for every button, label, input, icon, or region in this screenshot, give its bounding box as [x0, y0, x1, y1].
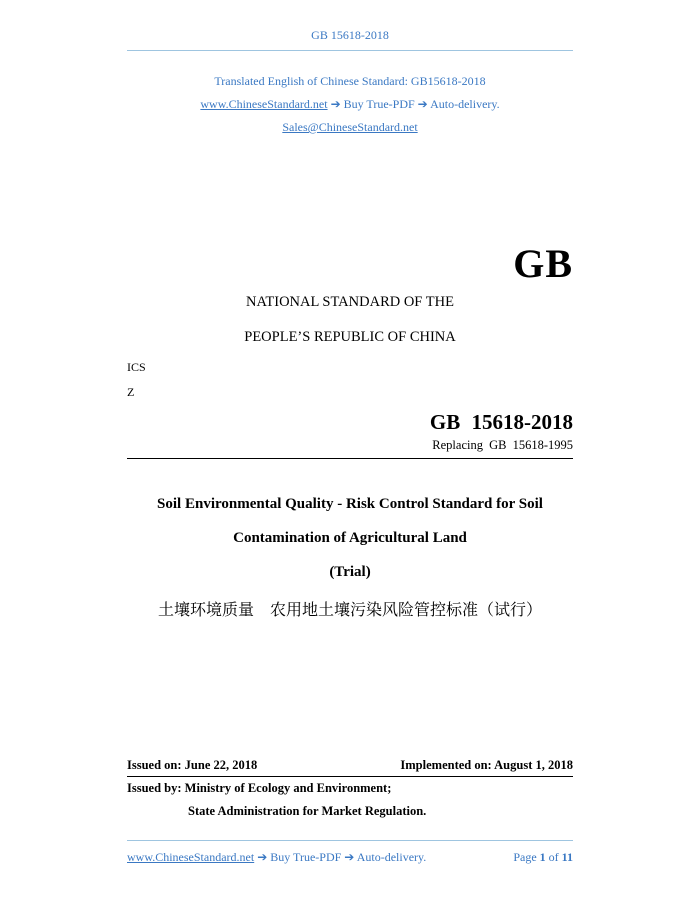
- page-number: 1: [539, 850, 546, 864]
- title-line-1: Soil Environmental Quality - Risk Control Standard for Soil: [157, 496, 543, 512]
- issued-by: Issued by: Ministry of Ecology and Environment;: [127, 781, 392, 795]
- page-label: Page: [513, 850, 537, 864]
- arrow-right-icon: ➔: [257, 850, 268, 864]
- sales-email-link[interactable]: Sales@ChineseStandard.net: [282, 120, 418, 134]
- z-label: Z: [127, 385, 135, 399]
- standard-number: GB 15618-2018: [429, 410, 573, 434]
- chinese-title: 土壤环境质量 农用地土壤污染风险管控标准（试行）: [157, 600, 542, 619]
- site-link[interactable]: www.ChineseStandard.net: [200, 97, 328, 111]
- ics-label: ICS: [127, 360, 146, 374]
- page-total: 11: [561, 850, 573, 864]
- arrow-right-icon: ➔: [344, 850, 355, 864]
- email-row: [0, 120, 700, 135]
- footer-site-link[interactable]: www.ChineseStandard.net: [127, 850, 255, 864]
- footer-divider: [127, 840, 573, 841]
- promo-line: Translated English of Chinese Standard: GB15618-2018: [214, 74, 486, 88]
- arrow-right-icon: ➔: [417, 97, 428, 111]
- footer-delivery-text: Auto-delivery.: [356, 850, 427, 864]
- arrow-right-icon: ➔: [330, 97, 341, 111]
- implemented-on: Implemented on: August 1, 2018: [400, 758, 573, 772]
- of-label: of: [548, 850, 559, 864]
- issued-by-second: State Administration for Market Regulation.: [188, 804, 427, 818]
- replacing-note: Replacing GB 15618-1995: [432, 438, 573, 452]
- footer-buy-text: Buy True-PDF: [270, 850, 342, 864]
- issued-on: Issued on: June 22, 2018: [127, 758, 258, 772]
- footer-links: [127, 850, 426, 865]
- page-indicator: [513, 850, 573, 865]
- gb-mark: GB: [513, 241, 573, 286]
- national-standard-line1: NATIONAL STANDARD OF THE: [246, 294, 454, 310]
- dates-divider: [127, 776, 573, 777]
- auto-delivery-text: Auto-delivery.: [430, 97, 500, 111]
- buy-pdf-text: Buy True-PDF: [343, 97, 415, 111]
- title-line-3: (Trial): [329, 564, 371, 580]
- national-standard-line2: PEOPLE’S REPUBLIC OF CHINA: [244, 329, 456, 345]
- running-header: GB 15618-2018: [311, 28, 389, 42]
- header-divider: [127, 50, 573, 51]
- title-divider: [127, 458, 573, 459]
- promo-links: [0, 97, 700, 112]
- title-line-2: Contamination of Agricultural Land: [233, 530, 467, 546]
